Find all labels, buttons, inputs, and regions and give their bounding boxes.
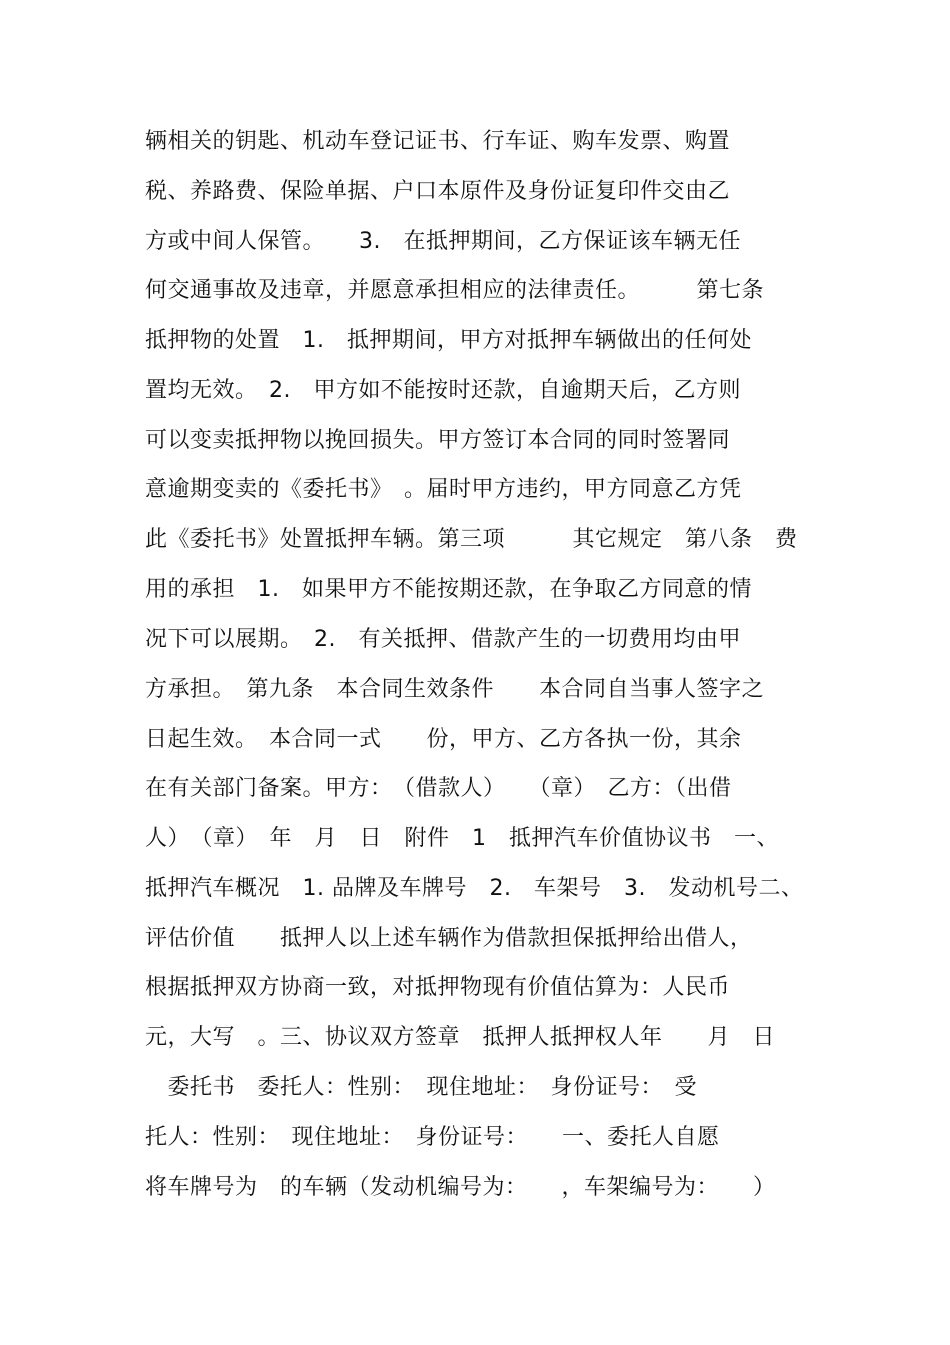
text-line-8: 意逾期变卖的《委托书》 。届时甲方违约，甲方同意乙方凭 <box>145 477 742 502</box>
text-line-13: 日起生效。 本合同一式 份，甲方、乙方各执一份，其余 <box>145 727 742 752</box>
text-line-16: 抵押汽车概况 1. 品牌及车牌号 2. 车架号 3. 发动机号二、 <box>145 876 804 901</box>
text-line-19: 元，大写 。三、协议双方签章 抵押人抵押权人年 月 日 <box>145 1025 776 1050</box>
text-line-21: 托人：性别： 现住地址： 身份证号： 一、委托人自愿 <box>145 1125 720 1150</box>
text-line-7: 可以变卖抵押物以挽回损失。甲方签订本合同的同时签署同 <box>145 428 731 453</box>
text-line-5: 抵押物的处置 1. 抵押期间，甲方对抵押车辆做出的任何处 <box>145 328 752 353</box>
text-line-3: 方或中间人保管。 3. 在抵押期间，乙方保证该车辆无任 <box>145 229 741 254</box>
text-line-18: 根据抵押双方协商一致，对抵押物现有价值估算为：人民币 <box>145 975 731 1000</box>
text-line-6: 置均无效。 2. 甲方如不能按时还款，自逾期天后，乙方则 <box>145 378 741 403</box>
text-line-11: 况下可以展期。 2. 有关抵押、借款产生的一切费用均由甲 <box>145 627 741 652</box>
text-line-17: 评估价值 抵押人以上述车辆作为借款担保抵押给出借人， <box>145 926 753 951</box>
text-line-4: 何交通事故及违章，并愿意承担相应的法律责任。 第七条 <box>145 278 765 303</box>
text-line-14: 在有关部门备案。甲方： （借款人） （章） 乙方：（出借 <box>145 776 732 801</box>
text-line-2: 税、养路费、保险单据、户口本原件及身份证复印件交由乙 <box>145 179 731 204</box>
text-line-9: 此《委托书》处置抵押车辆。第三项 其它规定 第八条 费 <box>145 527 798 552</box>
text-line-12: 方承担。 第九条 本合同生效条件 本合同自当事人签字之 <box>145 677 765 702</box>
text-line-20: 委托书 委托人：性别： 现住地址： 身份证号： 受 <box>145 1075 698 1100</box>
text-line-10: 用的承担 1. 如果甲方不能按期还款，在争取乙方同意的情 <box>145 577 752 602</box>
text-line-22: 将车牌号为 的车辆（发动机编号为： ，车架编号为： ） <box>145 1175 776 1200</box>
text-line-1: 辆相关的钥匙、机动车登记证书、行车证、购车发票、购置 <box>145 129 731 154</box>
text-line-15: 人） （章） 年 月 日 附件 1 抵押汽车价值协议书 一、 <box>145 826 779 851</box>
